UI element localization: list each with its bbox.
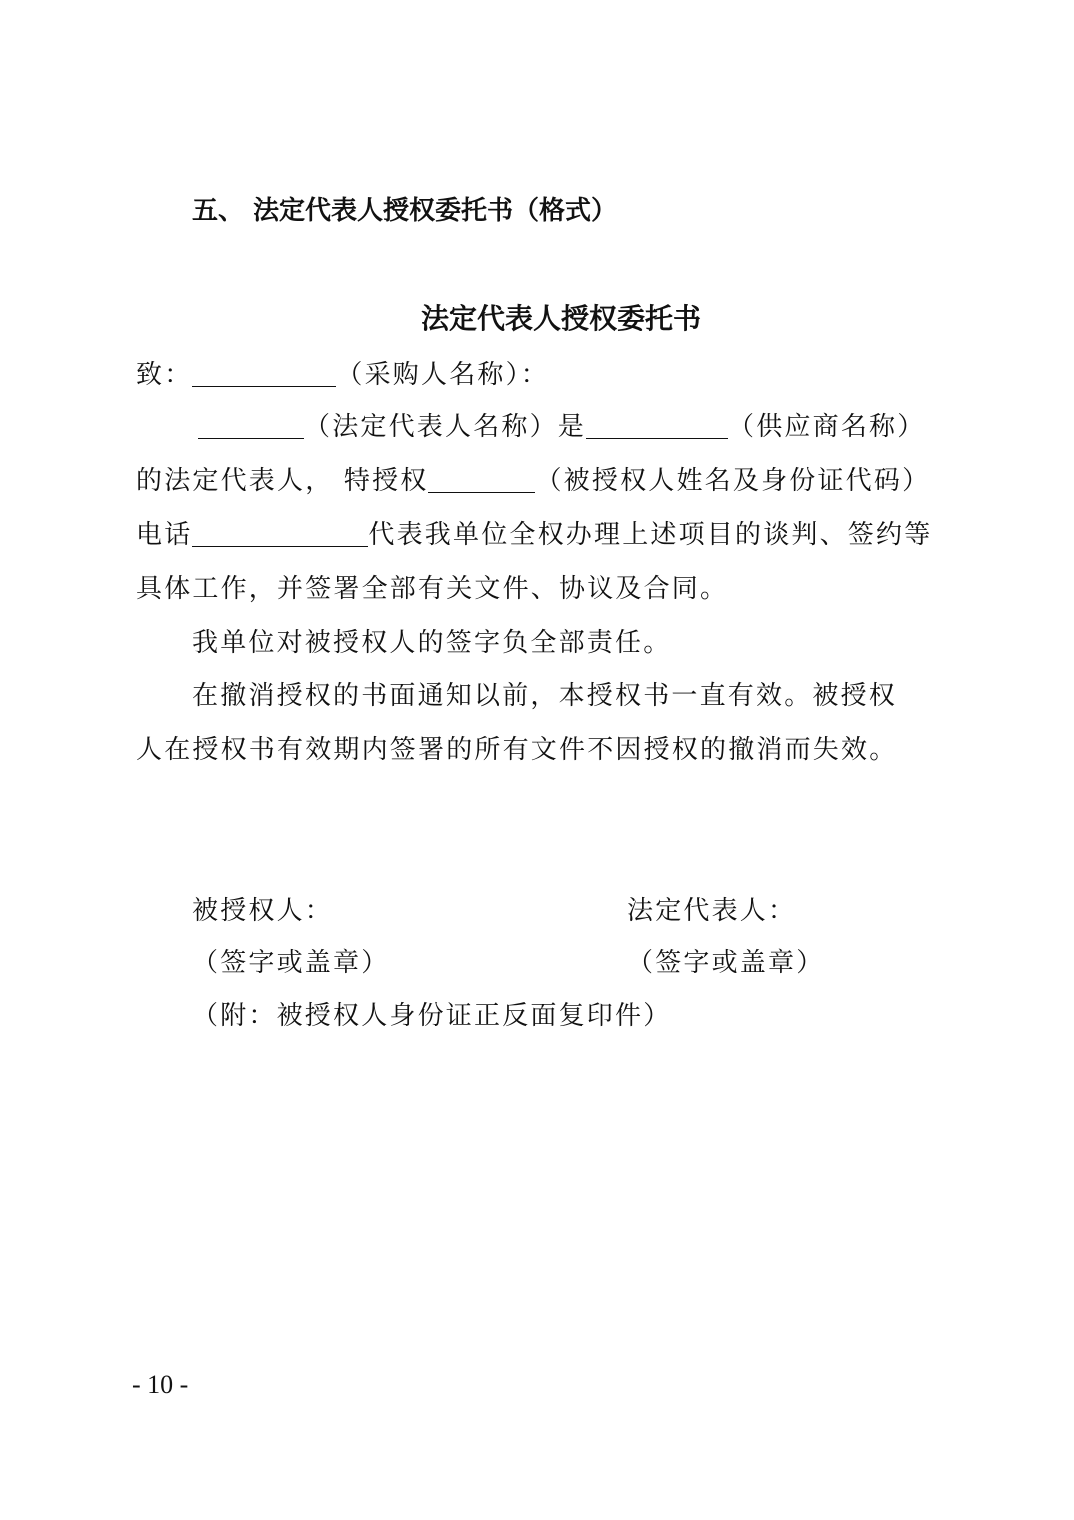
para1-line2-text-a: 的法定代表人， 特授权 [136,466,429,496]
purchaser-name-blank [192,362,336,387]
salutation-suffix: （采购人名称）： [336,360,550,390]
phone-blank [192,522,368,547]
para1-line1 [198,414,925,440]
salutation-line [136,362,549,388]
supplier-name-blank [586,414,728,439]
para1-line1-text-b: （供应商名称） [728,412,926,442]
para1-line3-text-a: 电话 [136,520,193,550]
para2: 我单位对被授权人的签字负全部责任。 [192,628,672,658]
authorized-person-label: 被授权人： [192,896,334,926]
section-heading: 五、 法定代表人授权委托书（格式） [192,196,618,226]
page-number: - 10 - [132,1370,189,1399]
salutation-prefix: 致： [136,360,193,390]
para1-line4: 具体工作，并签署全部有关文件、协议及合同。 [136,574,729,604]
legal-rep-name-blank [198,414,304,439]
legal-rep-label: 法定代表人： [627,896,797,926]
para1-line3 [136,522,932,548]
authorized-person-blank [428,468,535,493]
para1-line1-text-a: （法定代表人名称）是 [304,412,587,442]
document-title: 法定代表人授权委托书 [421,302,702,335]
legal-rep-sign-note: （签字或盖章） [627,948,825,978]
attachment-note: （附：被授权人身份证正反面复印件） [192,1001,672,1031]
para3-line2: 人在授权书有效期内签署的所有文件不因授权的撤消而失效。 [136,735,898,765]
para1-line3-text-b: 代表我单位全权办理上述项目的谈判、签约等 [368,520,933,550]
para1-line2 [136,468,930,494]
para3-line1: 在撤消授权的书面通知以前，本授权书一直有效。被授权 [192,681,898,711]
para1-line2-text-b: （被授权人姓名及身份证代码） [535,466,931,496]
authorized-person-sign-note: （签字或盖章） [192,948,390,978]
